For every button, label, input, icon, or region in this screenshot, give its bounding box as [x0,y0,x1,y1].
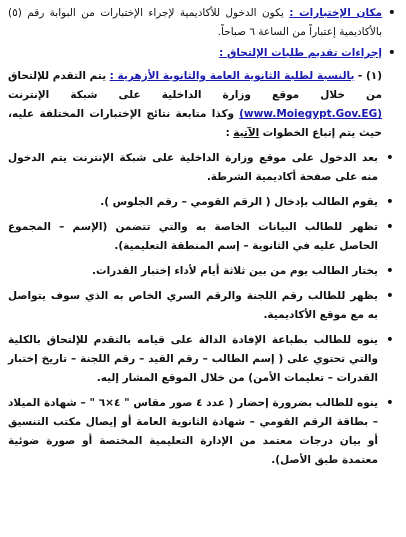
bullet-icon: • [385,219,394,235]
section-secondary-students [8,67,396,143]
list-item-text: يقوم الطالب بإدخال ( الرقم القومي – رقم الجلوس ). [100,196,378,208]
section-body-part: وكذا متابعة نتائج الإختبارات المختلفة عليه، حيث يتم إتباع الخطوات [8,108,382,139]
section-body-part: يتم التقدم للإلتحاق من خلال موقع وزارة الداخلية على شبكة الإنترنت [8,70,382,101]
bullet-icon: • [385,332,394,348]
section-heading: مكان الإختبارات : [289,7,383,19]
bullet-icon: • [385,263,394,279]
bullet-icon: • [385,395,394,411]
section-body: يكون الدخول للأكاديمية لإجراء الإختبارات من البوابة رقم (٥) بالأكاديمية إعتباراً من الساعة ٦ صباحاً. [8,7,382,38]
bullet-icon: • [387,5,396,21]
section-secondary-students-text [8,67,382,143]
bullet-icon: • [385,150,394,166]
section-exam-location-text [8,4,382,42]
list-item-text: بعد الدخول على موقع وزارة الداخلية على شبكة الإنترنت يتم الدخول منه على صفحة أكاديمية الشرطة. [8,152,378,183]
list-item [8,331,396,388]
list-item [8,193,396,212]
list-item-text: يظهر للطالب رقم اللجنة والرقم السري الخاص به الذي سوف يتواصل به مع موقع الأكاديمية. [8,290,378,321]
list-item-text: يختار الطالب يوم من بين ثلاثة أيام لأداء إختبار القدرات. [92,265,378,277]
section-heading: إجراءات تقديم طلبات الإلتحاق : [219,47,382,59]
list-item [8,262,396,281]
underlined-word: الآتية [233,127,260,139]
list-item-text: ينوه للطالب بطباعة الإفادة الدالة على قيامه بالتقدم للإلتحاق بالكلية والتي تحتوي على ( إسم الطالب – رقم القيد – رقم اللجنة – تاريخ إختبار القدرات – تعليمات الأمن) من خلال الموقع المشار إليه. [8,334,378,384]
section-number: (١) - [357,70,382,82]
section-heading: بالنسبة لطلبة الثانوية العامة والثانوية الأزهرية : [109,70,355,82]
list-item-text: ينوه للطالب بضرورة إحضار ( عدد ٤ صور مقاس " ٤×٦ " – شهادة الميلاد – بطاقة الرقم القومي – شهادة الثانوية العامة أو إيصال مكتب التنسيق أو بيان درجات معتمد من الإدارة التعليمية المختصة أو صورة ضوئية معتمدة طبق الأصل). [8,397,379,466]
section-application-procedures [8,44,396,63]
bullet-icon: • [385,194,394,210]
list-item [8,287,396,325]
section-application-procedures-text [8,44,382,63]
list-item [8,394,396,470]
list-item [8,149,396,187]
website-link[interactable]: (www.Moiegypt.Gov.EG) [239,108,382,120]
list-item [8,218,396,256]
section-exam-location [8,4,396,42]
bullet-icon: • [387,45,396,61]
bullet-icon: • [385,288,394,304]
list-item-text: تظهر للطالب البيانات الخاصة به والتي تتضمن (الإسم – المجموع الحاصل عليه في الثانوية – إسم المنطقة التعليمية). [8,221,378,252]
section-body-part: : [225,127,230,139]
